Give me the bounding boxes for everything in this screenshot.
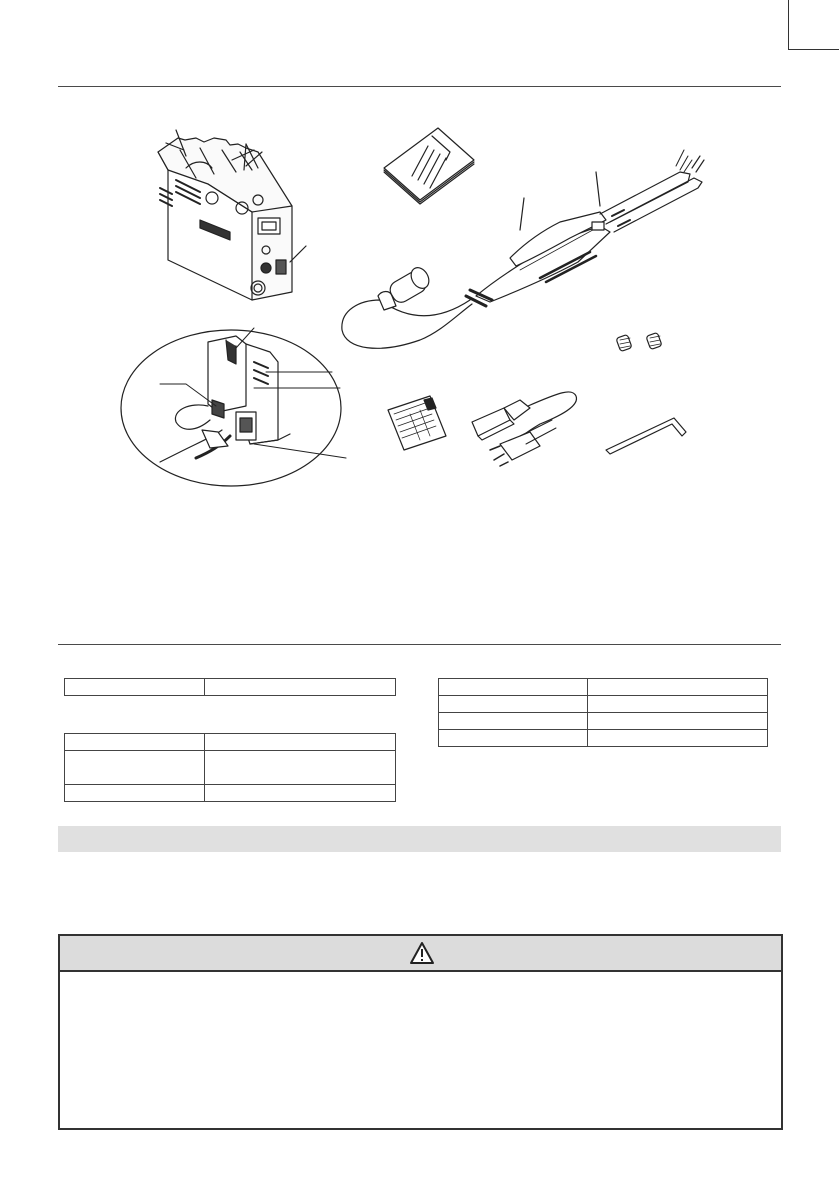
section-rule: [58, 644, 781, 645]
table-row: [439, 730, 768, 747]
manual-booklet-icon: [384, 128, 474, 204]
table-row: [65, 785, 396, 802]
tweezers-handpiece-icon: [466, 150, 704, 306]
table-row: [65, 734, 396, 751]
table-row: [439, 679, 768, 696]
table-row: [439, 713, 768, 730]
handpiece-cable-icon: [342, 264, 472, 348]
power-cord-icon: [472, 392, 577, 466]
instruction-card-icon: [388, 396, 446, 450]
set-screws-icon: [616, 332, 662, 351]
spec-table-1: [64, 678, 396, 696]
warning-box: [58, 934, 783, 1130]
section-header-bar: [58, 826, 781, 852]
table-row: [65, 751, 396, 785]
spec-table-2: [64, 733, 396, 802]
control-station-icon: [158, 130, 292, 300]
spec-table-3: [438, 678, 768, 747]
rear-panel-detail-icon: [121, 328, 346, 486]
warning-header: [60, 936, 781, 972]
hex-key-icon: [606, 418, 686, 454]
warning-triangle-icon: [409, 941, 435, 965]
parts-illustration: [0, 0, 839, 500]
table-row: [65, 679, 396, 696]
table-row: [439, 696, 768, 713]
